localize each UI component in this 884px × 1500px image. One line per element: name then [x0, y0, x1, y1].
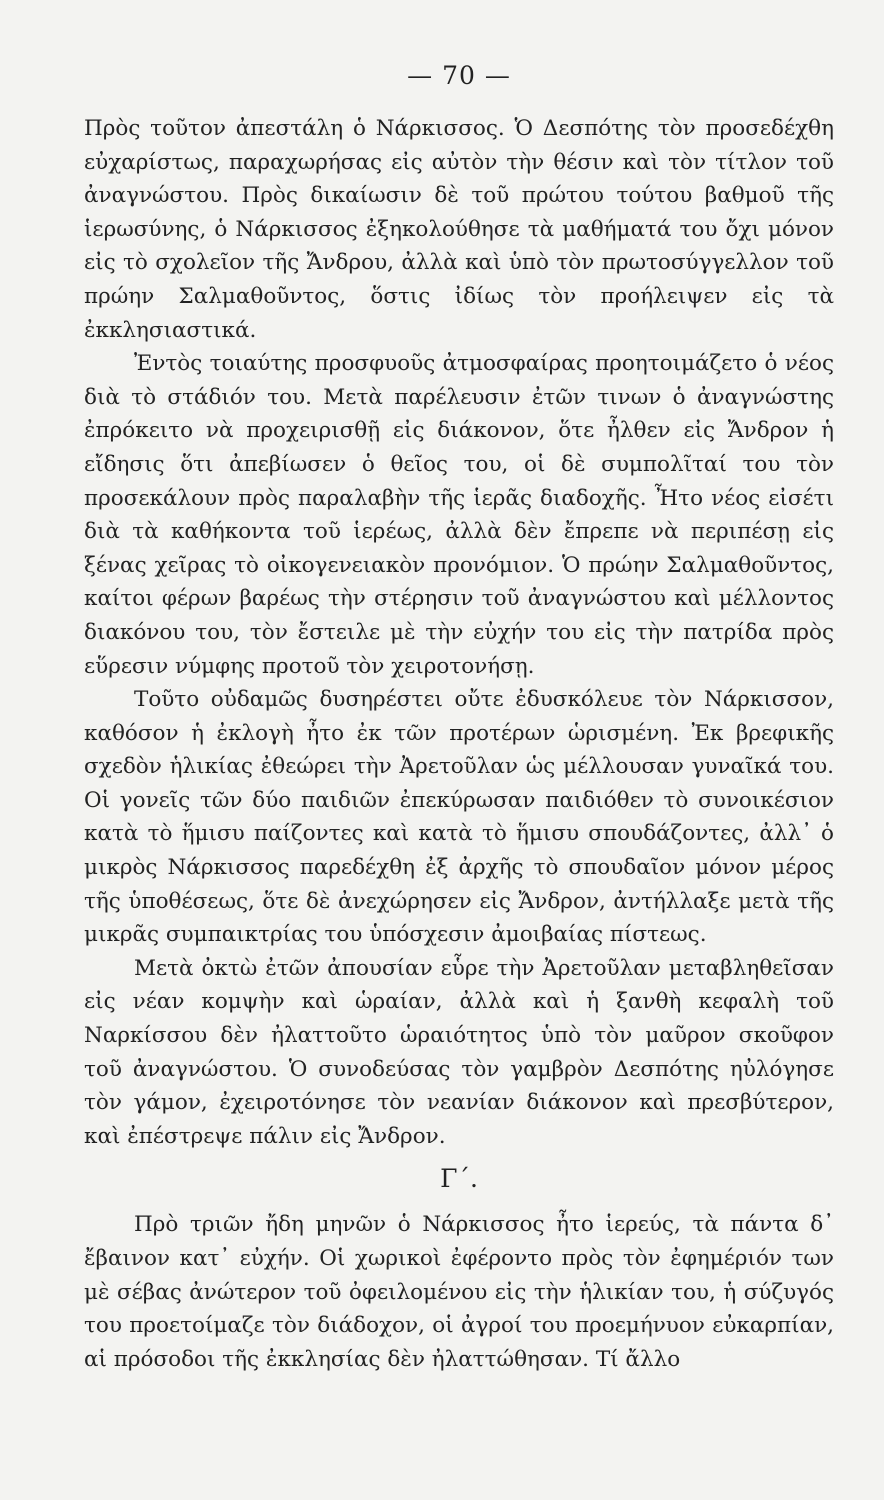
- paragraph-2: Ἐντὸς τοιαύτης προσφυοῦς ἀτμοσφαίρας προητοιμάζετο ὁ νέος διὰ τὸ στάδιόν του. Μετὰ παρέλευσιν ἐτῶν τινων ὁ ἀναγνώστης ἐπρόκειτο νὰ προχειρισθῇ εἰς διάκονον, ὅτε ἦλθεν εἰς Ἄνδρον ἡ εἴδησις ὅτι ἀπεβίωσεν ὁ θεῖος του, οἱ δὲ συμπολῖταί του τὸν προσεκάλουν πρὸς παραλαβὴν τῆς ἱερᾶς διαδοχῆς. Ἦτο νέος εἰσέτι διὰ τὰ καθήκοντα τοῦ ἱερέως, ἀλλὰ δὲν ἔπρεπε νὰ περιπέσῃ εἰς ξένας χεῖρας τὸ οἰκογενειακὸν προνόμιον. Ὁ πρώην Σαλμαθοῦντος, καίτοι φέρων βαρέως τὴν στέρησιν τοῦ ἀναγνώστου καὶ μέλλοντος διακόνου του, τὸν ἔστειλε μὲ τὴν εὐχήν του εἰς τὴν πατρίδα πρὸς εὕρεσιν νύμφης προτοῦ τὸν χειροτονήσῃ.: [84, 351, 834, 679]
- section-heading: Γ΄.: [440, 1164, 478, 1194]
- paragraph-5: Πρὸ τριῶν ἤδη μηνῶν ὁ Νάρκισσος ἦτο ἱερεύς, τὰ πάντα δ᾽ ἔβαινον κατ᾽ εὐχήν. Οἱ χωρικοὶ ἐφέροντο πρὸς τὸν ἐφημέριόν των μὲ σέβας ἀνώτερον τοῦ ὀφειλομένου εἰς τὴν ἡλικίαν του, ἡ σύζυγός του προετοίμαζε τὸν διάδοχον, οἱ ἀγροί του προεμήνυον εὐκαρπίαν, αἱ πρόσοδοι τῆς ἐκκλησίας δὲν ἠλαττώθησαν. Τί ἄλλο: [84, 1212, 834, 1372]
- paragraph-1: Πρὸς τοῦτον ἀπεστάλη ὁ Νάρκισσος. Ὁ Δεσπότης τὸν προσεδέχθη εὐχαρίστως, παραχωρήσας εἰς αὐτὸν τὴν θέσιν καὶ τὸν τίτλον τοῦ ἀναγνώστου. Πρὸς δικαίωσιν δὲ τοῦ πρώτου τούτου βαθμοῦ τῆς ἱερωσύνης, ὁ Νάρκισσος ἐξηκολούθησε τὰ μαθήματά του ὄχι μόνον εἰς τὸ σχολεῖον τῆς Ἄνδρου, ἀλλὰ καὶ ὑπὸ τὸν πρωτοσύγγελλον τοῦ πρώην Σαλμαθοῦντος, ὅστις ἰδίως τὸν προήλειψεν εἰς τὰ ἐκκλησιαστικά.: [84, 116, 834, 343]
- page-number: — 70 —: [407, 61, 511, 90]
- paragraph-4: Μετὰ ὀκτὼ ἐτῶν ἀπουσίαν εὗρε τὴν Ἀρετοῦλαν μεταβληθεῖσαν εἰς νέαν κομψὴν καὶ ὡραίαν, ἀλλὰ καὶ ἡ ξανθὴ κεφαλὴ τοῦ Ναρκίσσου δὲν ἠλαττοῦτο ὡραιότητος ὑπὸ τὸν μαῦρον σκοῦφον τοῦ ἀναγνώστου. Ὁ συνοδεύσας τὸν γαμβρὸν Δεσπότης ηὐλόγησε τὸν γάμον, ἐχειροτόνησε τὸν νεανίαν διάκονον καὶ πρεσβύτερον, καὶ ἐπέστρεψε πάλιν εἰς Ἄνδρον.: [84, 955, 834, 1149]
- paragraph-3: Τοῦτο οὐδαμῶς δυσηρέστει οὔτε ἐδυσκόλευε τὸν Νάρκισσον, καθόσον ἡ ἐκλογὴ ἦτο ἐκ τῶν προτέρων ὡρισμένη. Ἐκ βρεφικῆς σχεδὸν ἡλικίας ἐθεώρει τὴν Ἀρετοῦλαν ὡς μέλλουσαν γυναῖκά του. Οἱ γονεῖς τῶν δύο παιδιῶν ἐπεκύρωσαν παιδιόθεν τὸ συνοικέσιον κατὰ τὸ ἥμισυ παίζοντες καὶ κατὰ τὸ ἥμισυ σπουδάζοντες, ἀλλ᾽ ὁ μικρὸς Νάρκισσος παρεδέχθη ἐξ ἀρχῆς τὸ σπουδαῖον μόνον μέρος τῆς ὑποθέσεως, ὅτε δὲ ἀνεχώρησεν εἰς Ἄνδρον, ἀντήλλαξε μετὰ τῆς μικρᾶς συμπαικτρίας του ὑπόσχεσιν ἀμοιβαίας πίστεως.: [84, 687, 834, 948]
